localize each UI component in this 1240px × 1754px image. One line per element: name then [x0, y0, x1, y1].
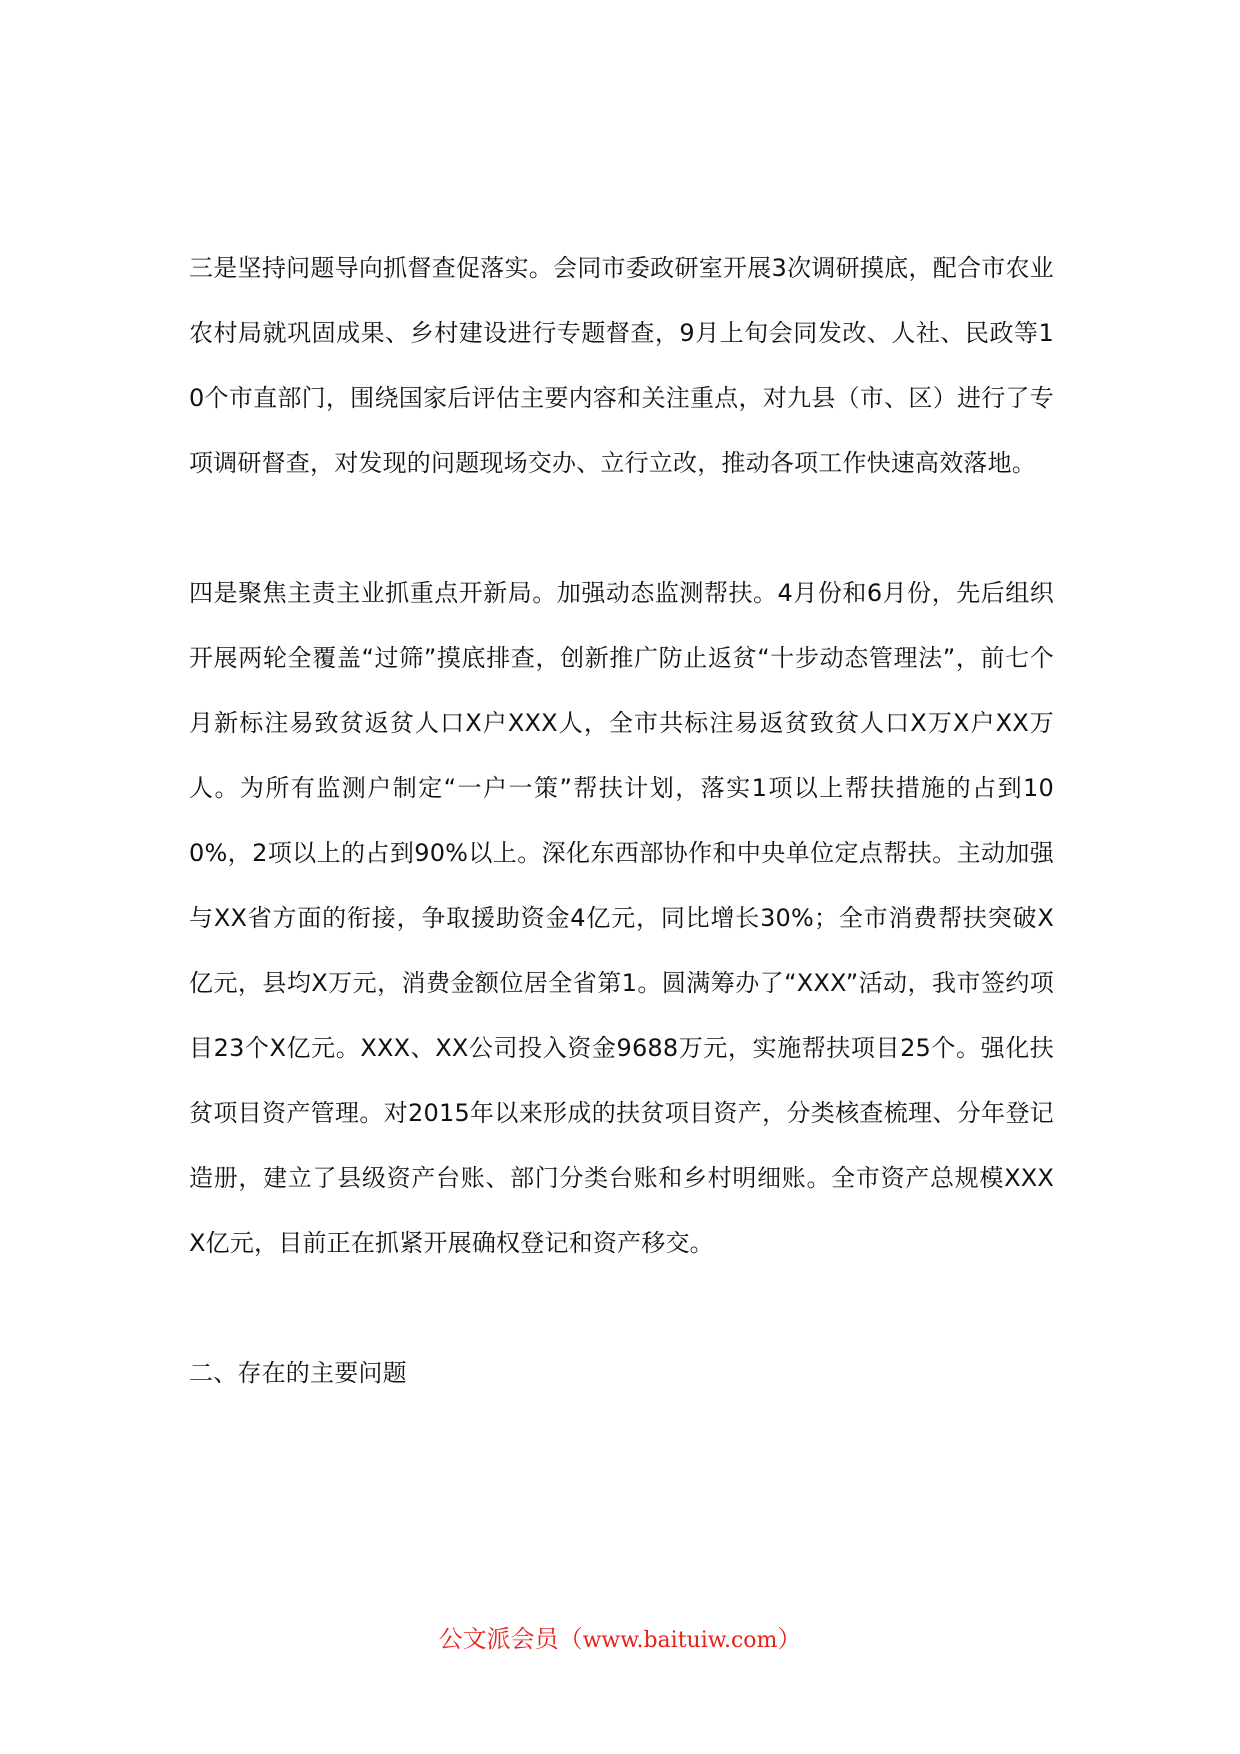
footer-watermark: [0, 1624, 1240, 1656]
document-body: [189, 236, 1054, 1406]
paragraph-main-responsibilities: 四是聚焦主责主业抓重点开新局。加强动态监测帮扶。4月份和6月份，先后组织开展两轮全覆盖“过筛”摸底排查，创新推广防止返贫“十步动态管理法”，前七个月新标注易致贫返贫人口X户XXX人，全市共标注易返贫致贫人口X万X户XX万人。为所有监测户制定“一户一策”帮扶计划，落实1项以上帮扶措施的占到100%，2项以上的占到90%以上。深化东西部协作和中央单位定点帮扶。主动加强与XX省方面的衔接，争取援助资金4亿元，同比增长30%；全市消费帮扶突破X亿元，县均X万元，消费金额位居全省第1。圆满筹办了“XXX”活动，我市签约项目23个X亿元。XXX、XX公司投入资金9688万元，实施帮扶项目25个。强化扶贫项目资产管理。对2015年以来形成的扶贫项目资产，分类核查梳理、分年登记造册，建立了县级资产台账、部门分类台账和乡村明细账。全市资产总规模XXXX亿元，目前正在抓紧开展确权登记和资产移交。: [189, 579, 1054, 1257]
section-heading-main-problems: 二、存在的主要问题: [189, 1359, 407, 1387]
footer-paren-open: （: [558, 1625, 583, 1653]
paragraph-supervision: 三是坚持问题导向抓督查促落实。会同市委政研室开展3次调研摸底，配合市农业农村局就巩固成果、乡村建设进行专题督查，9月上旬会同发改、人社、民政等10个市直部门，围绕国家后评估主要内容和关注重点，对九县（市、区）进行了专项调研督查，对发现的问题现场交办、立行立改，推动各项工作快速高效落地。: [189, 254, 1054, 477]
footer-url-link[interactable]: www.baituiw.com: [582, 1628, 778, 1653]
footer-paren-close: ）: [777, 1625, 802, 1653]
footer-brand: 公文派会员: [438, 1625, 559, 1653]
